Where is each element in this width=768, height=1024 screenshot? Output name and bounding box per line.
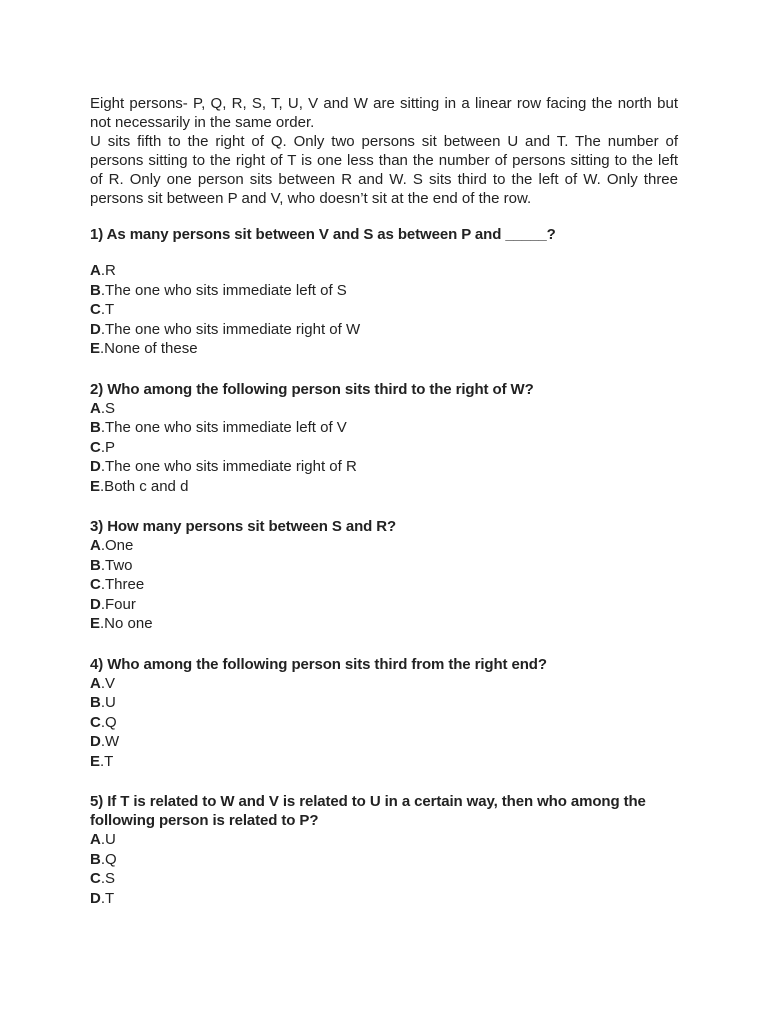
option-text: .P	[100, 438, 116, 456]
option-letter: A	[90, 831, 101, 848]
option-letter: B	[90, 850, 101, 868]
option-text: .U	[100, 694, 116, 711]
option-b	[90, 693, 678, 713]
option-e	[90, 752, 678, 772]
option-a	[90, 261, 678, 281]
question-text: 1) As many persons sit between V and S as between P and _____?	[90, 226, 556, 243]
option-d	[90, 320, 678, 340]
option-letter: A	[90, 674, 101, 692]
option-c	[90, 438, 678, 458]
question-1	[90, 225, 678, 359]
question-text: 2) Who among the following person sits third to the right of W?	[90, 380, 534, 398]
intro-paragraph: Eight persons- P, Q, R, S, T, U, V and W are sitting in a linear row facing the north but not necessarily in the same order.	[90, 95, 678, 131]
option-text: .Both c and d	[100, 477, 189, 495]
option-text: .Three	[100, 576, 145, 593]
option-b	[90, 850, 678, 870]
option-b	[90, 418, 678, 438]
option-letter: E	[90, 340, 101, 357]
option-text: .S	[100, 870, 116, 887]
question-text: 5) If T is related to W and V is related to U in a certain way, then who among the following person is related to P?	[90, 793, 646, 829]
option-letter: D	[90, 320, 101, 338]
option-letter: C	[90, 870, 101, 887]
document-page	[90, 94, 678, 929]
option-letter: C	[90, 438, 101, 456]
option-text: .Q	[100, 850, 117, 868]
option-text: .Four	[100, 595, 136, 613]
question-text: 3) How many persons sit between S and R?	[90, 518, 397, 535]
option-a	[90, 536, 678, 556]
option-e	[90, 477, 678, 497]
option-d	[90, 595, 678, 615]
option-letter: A	[90, 399, 101, 417]
option-text: .W	[100, 733, 120, 750]
option-e	[90, 339, 678, 359]
option-d	[90, 457, 678, 477]
option-letter: D	[90, 458, 101, 475]
option-e	[90, 614, 678, 634]
option-letter: E	[90, 752, 101, 770]
option-letter: B	[90, 694, 101, 711]
option-text: .S	[100, 399, 116, 417]
question-5	[90, 792, 678, 908]
option-letter: B	[90, 419, 101, 436]
intro-paragraph: U sits fifth to the right of Q. Only two persons sit between U and T. The number of persons sitting to the right of T is one less than the number of persons sitting to the left of R. Only one person sits between R and W. S sits third to the left of W. Only three persons sit between P and V, who doesn’t sit at the end of the row.	[90, 133, 678, 207]
option-c	[90, 300, 678, 320]
option-a	[90, 674, 678, 694]
option-d	[90, 732, 678, 752]
option-text: .No one	[100, 615, 153, 632]
option-d	[90, 889, 678, 909]
option-text: .T	[100, 752, 114, 770]
question-text: 4) Who among the following person sits third from the right end?	[90, 655, 547, 673]
option-letter: D	[90, 733, 101, 750]
question-2	[90, 380, 678, 497]
option-c	[90, 713, 678, 733]
option-letter: D	[90, 889, 101, 907]
option-text: .The one who sits immediate left of S	[100, 281, 347, 299]
option-text: .T	[100, 889, 115, 907]
option-text: .The one who sits immediate left of V	[100, 419, 347, 436]
option-b	[90, 281, 678, 301]
option-letter: C	[90, 713, 101, 731]
option-text: .V	[100, 674, 116, 692]
option-letter: E	[90, 615, 101, 632]
option-c	[90, 575, 678, 595]
option-text: .None of these	[100, 340, 198, 357]
option-letter: E	[90, 477, 101, 495]
option-text: .U	[100, 831, 116, 848]
option-a	[90, 830, 678, 850]
option-letter: A	[90, 262, 101, 279]
question-4	[90, 655, 678, 772]
option-c	[90, 869, 678, 889]
option-letter: C	[90, 301, 101, 318]
option-letter: C	[90, 576, 101, 593]
option-text: .Q	[100, 713, 117, 731]
option-letter: B	[90, 556, 101, 574]
option-text: .One	[100, 537, 134, 554]
option-text: .Two	[100, 556, 133, 574]
question-3	[90, 517, 678, 634]
option-text: .The one who sits immediate right of W	[100, 320, 361, 338]
option-b	[90, 556, 678, 576]
puzzle-statement	[90, 94, 678, 208]
option-letter: D	[90, 595, 101, 613]
option-text: .T	[100, 301, 115, 318]
option-a	[90, 399, 678, 419]
option-text: .R	[100, 262, 116, 279]
option-letter: A	[90, 537, 101, 554]
option-letter: B	[90, 281, 101, 299]
option-text: .The one who sits immediate right of R	[100, 458, 357, 475]
